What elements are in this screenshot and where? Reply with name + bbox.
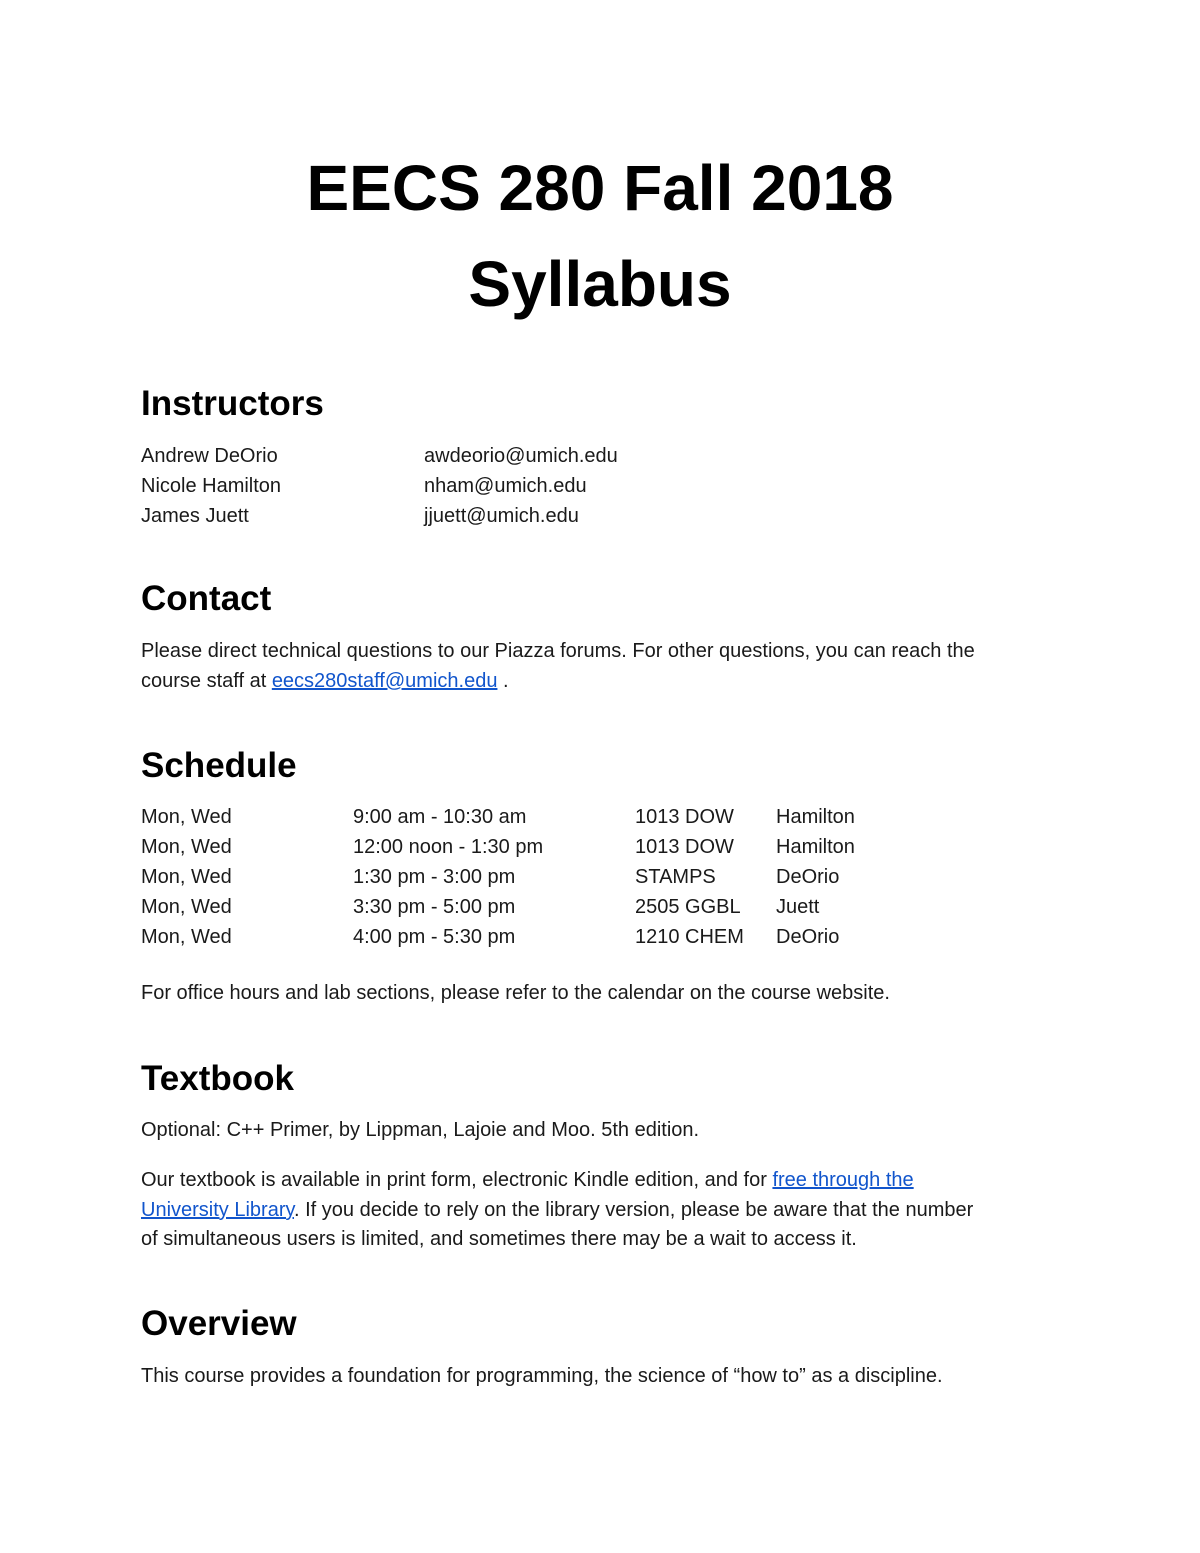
instructors-heading: Instructors (141, 384, 324, 423)
textbook-para-line-1 (141, 1166, 914, 1196)
textbook-para-suffix: . If you decide to rely on the library version, please be aware that the number (294, 1199, 974, 1221)
schedule-heading: Schedule (141, 746, 297, 785)
schedule-days: Mon, Wed (141, 866, 232, 888)
title-line-1: EECS 280 Fall 2018 (306, 152, 894, 224)
contact-heading: Contact (141, 579, 272, 618)
overview-text: This course provides a foundation for programming, the science of “how to” as a discipline. (141, 1365, 943, 1387)
contact-prefix: course staff at (141, 670, 272, 692)
schedule-time: 12:00 noon - 1:30 pm (353, 836, 544, 858)
instructor-email: awdeorio@umich.edu (424, 445, 618, 467)
schedule-days: Mon, Wed (141, 836, 232, 858)
overview-heading: Overview (141, 1304, 297, 1343)
instructor-email: jjuett@umich.edu (424, 505, 579, 527)
schedule-instructor: Hamilton (776, 836, 855, 858)
title-line-2: Syllabus (468, 248, 732, 320)
schedule-instructor: Hamilton (776, 806, 855, 828)
staff-email-link[interactable]: eecs280staff@umich.edu (271, 670, 498, 692)
page-title (0, 140, 1200, 332)
instructor-email: nham@umich.edu (424, 475, 587, 497)
schedule-note: For office hours and lab sections, please refer to the calendar on the course website. (141, 982, 890, 1004)
library-link-part-2[interactable]: University Library (141, 1199, 294, 1221)
contact-text-line-1: Please direct technical questions to our Piazza forums. For other questions, you can reach the (141, 640, 975, 662)
instructor-name: Nicole Hamilton (141, 475, 282, 497)
textbook-para-prefix: Our textbook is available in print form, electronic Kindle edition, and for (141, 1169, 773, 1191)
textbook-heading: Textbook (141, 1059, 294, 1098)
schedule-instructor: DeOrio (776, 866, 840, 888)
schedule-days: Mon, Wed (141, 806, 232, 828)
schedule-days: Mon, Wed (141, 896, 232, 918)
contact-suffix: . (497, 670, 509, 692)
textbook-optional: Optional: C++ Primer, by Lippman, Lajoie and Moo. 5th edition. (141, 1119, 700, 1141)
textbook-para-line-2 (141, 1196, 973, 1226)
schedule-room: STAMPS (635, 866, 716, 888)
schedule-time: 4:00 pm - 5:30 pm (353, 926, 516, 948)
schedule-instructor: Juett (776, 896, 820, 918)
schedule-room: 1210 CHEM (635, 926, 744, 948)
schedule-days: Mon, Wed (141, 926, 232, 948)
textbook-para-line-3: of simultaneous users is limited, and sometimes there may be a wait to access it. (141, 1228, 857, 1250)
library-link-part-1[interactable]: free through the (772, 1169, 914, 1191)
instructor-name: James Juett (141, 505, 249, 527)
instructor-name: Andrew DeOrio (141, 445, 278, 467)
contact-text-line-2 (141, 667, 509, 697)
schedule-room: 1013 DOW (635, 836, 734, 858)
schedule-time: 1:30 pm - 3:00 pm (353, 866, 516, 888)
schedule-room: 1013 DOW (635, 806, 734, 828)
schedule-room: 2505 GGBL (635, 896, 741, 918)
schedule-instructor: DeOrio (776, 926, 840, 948)
schedule-time: 9:00 am - 10:30 am (353, 806, 527, 828)
schedule-time: 3:30 pm - 5:00 pm (353, 896, 516, 918)
